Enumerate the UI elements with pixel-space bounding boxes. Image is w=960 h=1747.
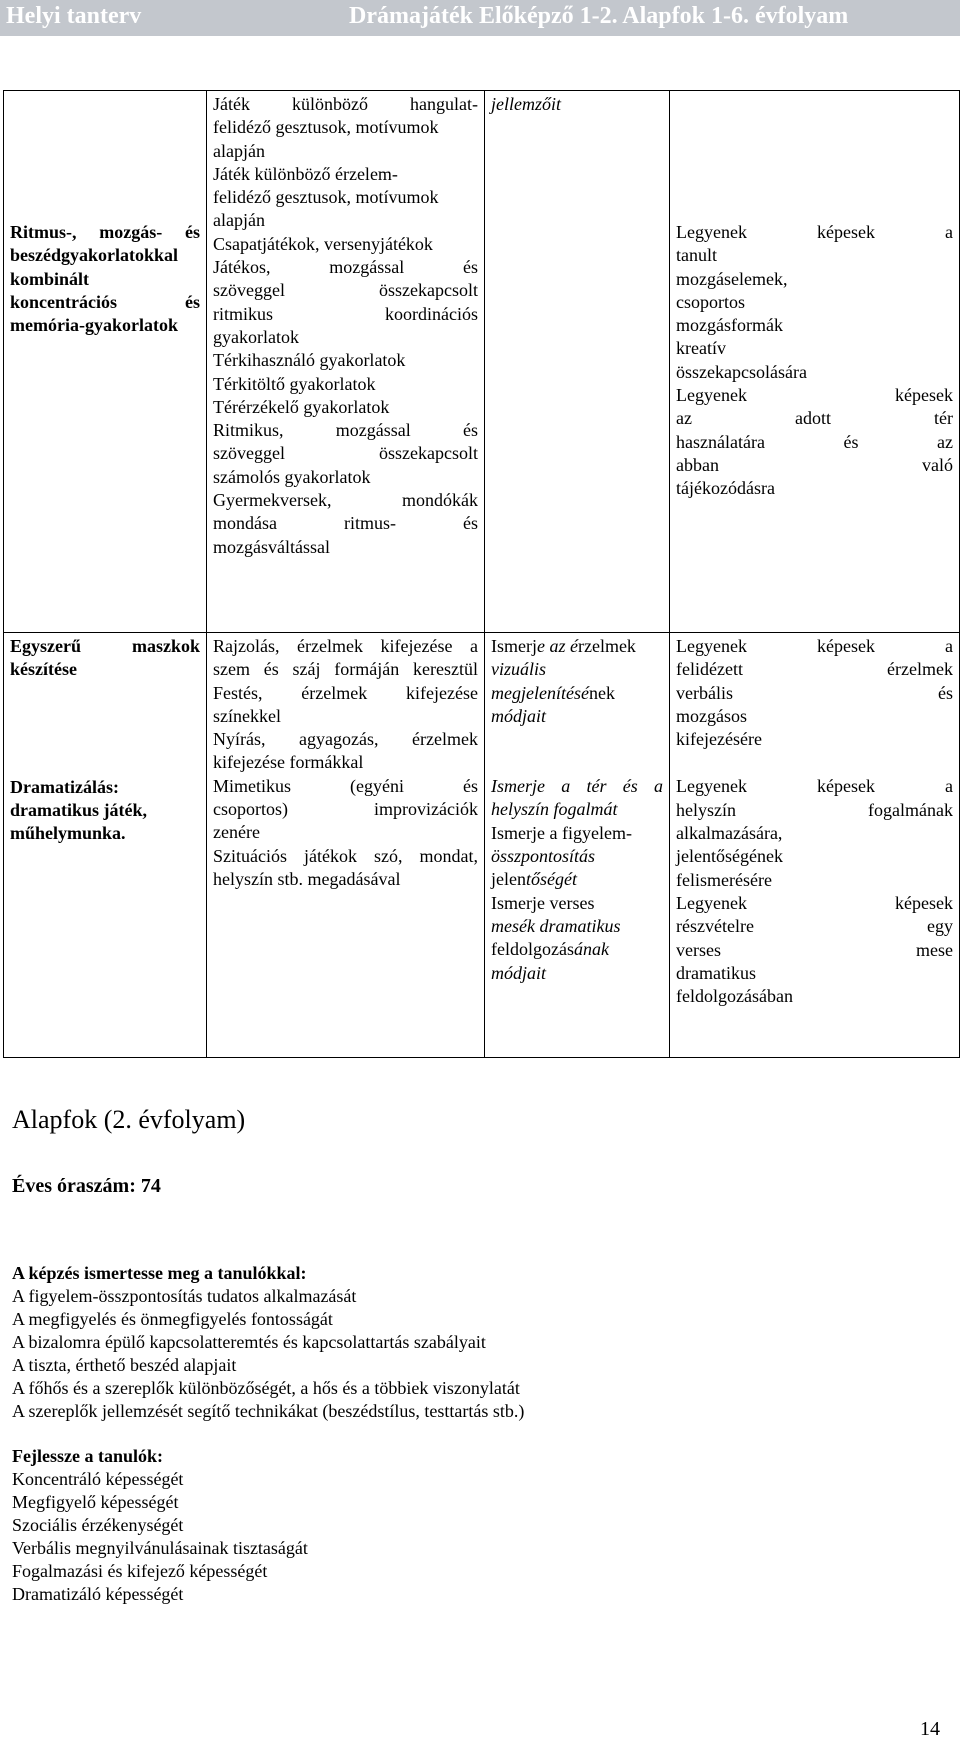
cell-line: mondása ritmus- és [213,513,478,534]
cell-text-italic: e az é [536,636,578,656]
cell-line: Nyírás, agyagozás, érzelmek [213,729,478,750]
goals-list [12,1262,524,1423]
cell-line: beszédgyakorlatokkal [10,245,179,266]
cell-line: helyszín fogalmának [676,799,953,820]
list-item: Verbális megnyilvánulásainak tisztaságát [12,1538,308,1558]
cell-line [491,892,663,915]
cell-line: az adott tér [676,408,953,429]
cell-line: Térérzékelő gyakorlatok [213,396,390,417]
cell-line: kifejezésére [676,729,762,750]
list-item: Megfigyelő képességét [12,1492,179,1512]
cell-line: Játékos, mozgással és [213,257,478,278]
cell-text: Ismerj [491,636,537,656]
header-right-title: Drámajáték Előképző 1-2. Alapfok 1-6. évfolyam [349,3,849,29]
table-row [4,91,960,633]
cell-line [491,915,663,938]
cell-line [491,682,663,705]
cell-line [491,798,663,821]
cell-text-italic: ának [573,939,609,960]
list-item: Fogalmazási és kifejező képességét [12,1561,268,1581]
skills-list [12,1445,308,1606]
cell-line: Csapatjátékok, versenyjátékok [213,233,433,254]
header-left-title: Helyi tanterv [6,3,142,29]
cell-text-italic: megjelenítésé [491,682,589,703]
page-header [0,0,960,36]
list-item: Szociális érzékenységét [12,1515,184,1535]
cell-line: koncentrációs és [10,291,200,312]
cell-line: szöveggel összekapcsolt [213,443,478,464]
cell-line: Térkitöltő gyakorlatok [213,373,376,394]
cell-text: nek [588,682,615,703]
cell-line: színekkel [213,705,281,726]
cell-line: csoportos) improvizációk [213,799,478,820]
cell-line: Legyenek képesek [676,385,953,406]
cell-text: jelen [491,869,526,890]
cell-line: Legyenek képesek a [676,776,953,797]
cell-line: alkalmazására, [676,823,783,844]
cell-line: Legyenek képesek a [676,636,953,656]
cell-line: műhelymunka. [10,823,126,844]
cell-line: mozgáselemek, [676,268,788,289]
cell-line [491,845,663,868]
cell-line: feldolgozásában [676,986,793,1007]
cell-line: kombinált [10,268,90,289]
cell-text: feldolgozás [491,939,574,960]
cell-text-italic: vizuális [491,659,547,680]
cell-line: Ritmus-, mozgás- és [10,222,200,242]
cell-line: jelentőségének [676,846,783,867]
cell-line: csoportos [676,291,745,312]
list-item: A bizalomra épülő kapcsolatteremtés és kapcsolattartás szabályait [12,1332,486,1352]
cell-line: kreatív [676,338,726,359]
cell-line: Dramatizálás: [10,776,119,797]
cell-line [491,962,663,985]
cell-line: Gyermekversek, mondókák [213,490,478,511]
list-item: Koncentráló képességét [12,1469,184,1489]
cell-line: gyakorlatok [213,326,299,347]
cell-content [207,91,485,633]
cell-line: dramatikus játék, [10,799,148,820]
cell-text: Ismerje verses [491,892,595,913]
cell-line: Rajzolás, érzelmek kifejezése a [213,636,478,656]
cell-line [491,938,663,961]
cell-text-italic: helyszín fogalmát [491,799,618,820]
cell-text-italic: mesék dramatikus [491,915,621,936]
cell-line: Festés, érzelmek kifejezése [213,682,478,703]
cell-text-italic: Ismerje a tér és a [491,776,663,797]
cell-outcomes [670,91,960,633]
cell-line: mozgásváltással [213,536,330,557]
cell-line: szem és száj formáján keresztül [213,659,478,680]
list-item: A tiszta, érthető beszéd alapjait [12,1355,237,1375]
cell-line: helyszín stb. megadásával [213,868,401,889]
cell-line: Legyenek képesek a [676,222,953,242]
cell-line: összekapcsolására [676,361,807,382]
cell-requirements [485,633,670,1058]
cell-outcomes [670,633,960,1058]
cell-text-italic: módjait [491,705,547,726]
cell-line: felidéző gesztusok, motívumok [213,117,439,138]
cell-line: mozgásformák [676,315,783,336]
cell-line: memória-gyakorlatok [10,315,178,336]
cell-line: dramatikus [676,962,756,983]
curriculum-table [3,90,960,1058]
cell-topic [4,91,207,633]
list-item: A figyelem-összpontosítás tudatos alkalmazását [12,1286,357,1306]
list-item: A szereplők jellemzését segítő technikákat (beszédstílus, testtartás stb.) [12,1401,525,1421]
cell-line: számolós gyakorlatok [213,466,371,487]
skills-title: Fejlessze a tanulók: [12,1446,163,1466]
cell-line: verbális és [676,682,953,703]
cell-line: mozgásos [676,705,747,726]
cell-line [491,775,663,798]
cell-line: készítése [10,659,77,680]
cell-line: Mimetikus (egyéni és [213,775,478,796]
cell-line: felidéző gesztusok, motívumok [213,187,439,208]
page-number: 14 [920,1718,940,1740]
list-item: A főhős és a szereplők különbözőségét, a hős és a többiek viszonylatát [12,1378,520,1398]
cell-text-italic: módjait [491,962,547,983]
cell-line: Legyenek képesek [676,892,953,913]
cell-line: alapján [213,210,265,231]
cell-line [491,658,663,681]
cell-topic [4,633,207,1058]
cell-line: ritmikus koordinációs [213,303,478,324]
goals-title: A képzés ismertesse meg a tanulókkal: [12,1263,307,1283]
cell-line: használatára és az [676,431,953,452]
cell-line [491,635,663,658]
cell-requirements [485,91,670,633]
table-row [4,633,960,1058]
cell-line: tanult [676,245,717,266]
cell-content [207,633,485,1058]
cell-line [491,868,663,891]
cell-text-italic: összpontosítás [491,846,596,867]
list-item: A megfigyelés és önmegfigyelés fontosságát [12,1309,333,1329]
cell-line: jellemzőit [491,94,561,114]
cell-line: zenére [213,822,260,843]
cell-line: Térkihasználó gyakorlatok [213,350,406,371]
cell-line: verses mese [676,939,953,960]
cell-line: tájékozódásra [676,478,775,499]
cell-line: Játék különböző érzelem- [213,163,398,184]
cell-text: rzelmek [577,636,636,656]
annual-hours: Éves óraszám: 74 [12,1175,161,1197]
cell-line: felidézett érzelmek [676,659,953,680]
cell-line: részvételre egy [676,916,953,937]
cell-line: alapján [213,140,265,161]
cell-line: kifejezése formákkal [213,752,364,773]
cell-line: abban való [676,454,953,475]
cell-line [491,822,663,845]
list-item: Dramatizáló képességét [12,1584,184,1604]
cell-line: Egyszerű maszkok [10,636,200,656]
cell-line: felismerésére [676,869,772,890]
cell-line: Játék különböző hangulat- [213,94,478,114]
cell-text-italic: tőségét [525,869,577,890]
cell-line: Ritmikus, mozgással és [213,420,478,441]
cell-line: szöveggel összekapcsolt [213,280,478,301]
section-title: Alapfok (2. évfolyam) [12,1105,246,1134]
cell-text: Ismerje a figyelem- [491,822,632,843]
cell-line [491,705,663,728]
cell-line: Szituációs játékok szó, mondat, [213,845,478,866]
